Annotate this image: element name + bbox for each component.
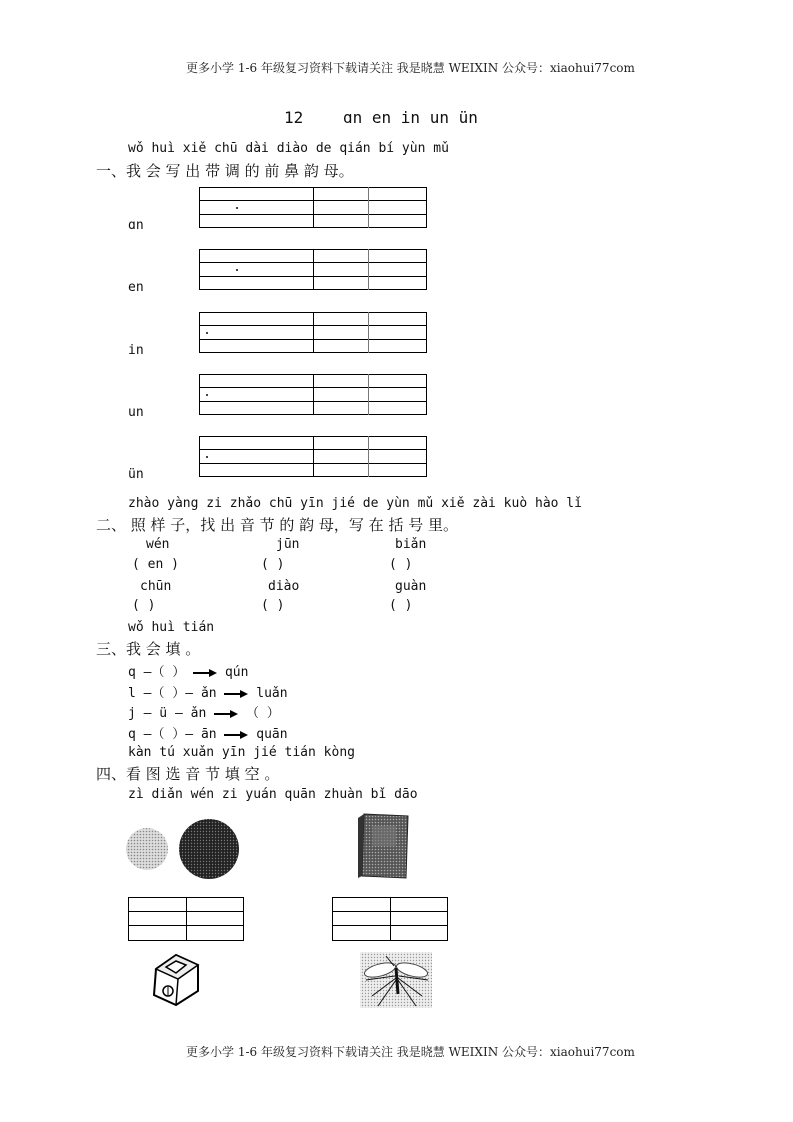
syllable-guan: guàn [395,579,427,594]
circles-image [124,818,244,880]
final-label-en: en [128,280,144,295]
page-header: 更多小学 1-6 年级复习资料下载请关注 我是晓慧 WEIXIN 公众号：xiaohui77com [186,61,635,75]
fill-line-left: j — ü — ǎn [128,706,207,721]
syllable-bian: biǎn [395,537,427,552]
answer-bracket[interactable]: ( ) [389,557,413,572]
syllable-jun: jūn [276,537,300,552]
answer-bracket[interactable]: ( ) [261,557,285,572]
fill-line-result: quān [256,727,288,742]
writing-box[interactable] [199,249,427,290]
fill-line-result[interactable]: （ ） [245,706,280,721]
fill-line-1 [128,661,248,680]
answer-bracket[interactable]: ( ) [261,598,285,613]
fill-line-2 [128,682,288,701]
page-footer: 更多小学 1-6 年级复习资料下载请关注 我是晓慧 WEIXIN 公众号：xiaohui77com [186,1045,635,1059]
answer-bracket[interactable]: ( ) [132,598,156,613]
answer-grid[interactable] [332,897,448,941]
fill-line-left: l —（ ）— ǎn [128,686,217,701]
section1-heading: 一、我 会 写 出 带 调 的 前 鼻 韵 母。 [96,162,354,180]
fill-line-4 [128,723,288,742]
arrow-right-icon [224,690,248,698]
section3-pinyin: wǒ huì tián [128,620,215,635]
mosquito-image [358,950,434,1010]
final-label-vn: ün [128,467,144,482]
answer-bracket[interactable]: ( en ) [132,557,179,572]
section4-pinyin: kàn tú xuǎn yīn jié tián kòng [128,745,355,760]
section1-pinyin: wǒ huì xiě chū dài diào de qián bí yùn mǔ [128,141,449,156]
answer-bracket[interactable]: ( ) [389,598,413,613]
arrow-right-icon [193,669,217,677]
writing-box[interactable] [199,187,427,228]
arrow-right-icon [214,710,238,718]
writing-box[interactable] [199,312,427,353]
fill-line-result: luǎn [256,686,288,701]
lesson-number: 12 [284,108,304,127]
fill-line-left: q —（ ）— ān [128,727,217,742]
section2-heading: 二、 照 样 子，找 出 音 节 的 韵 母，写 在 括 号 里。 [96,516,458,534]
syllable-wen: wén [146,537,170,552]
section4-options: zì diǎn wén zi yuán quān zhuàn bǐ dāo [128,787,418,802]
section4-heading: 四、看 图 选 音 节 填 空 。 [96,765,280,783]
section2-pinyin: zhào yàng zi zhǎo chū yīn jié de yùn mǔ xiě zài kuò hào lǐ [128,496,582,511]
syllable-diao: diào [268,579,300,594]
answer-grid[interactable] [128,897,244,941]
syllable-chun: chūn [140,579,172,594]
arrow-right-icon [224,731,248,739]
final-label-in: in [128,343,144,358]
fill-line-left: q —（ ） [128,665,186,680]
writing-box[interactable] [199,374,427,415]
writing-box[interactable] [199,436,427,477]
lesson-title: ɑn en in un ün [343,108,478,127]
dictionary-image [356,812,412,880]
pencil-sharpener-image [146,951,204,1009]
final-label-an: ɑn [128,218,144,233]
final-label-un: un [128,405,144,420]
section3-heading: 三、我 会 填 。 [96,640,201,658]
fill-line-result: qún [224,665,249,680]
fill-line-3 [128,702,280,721]
